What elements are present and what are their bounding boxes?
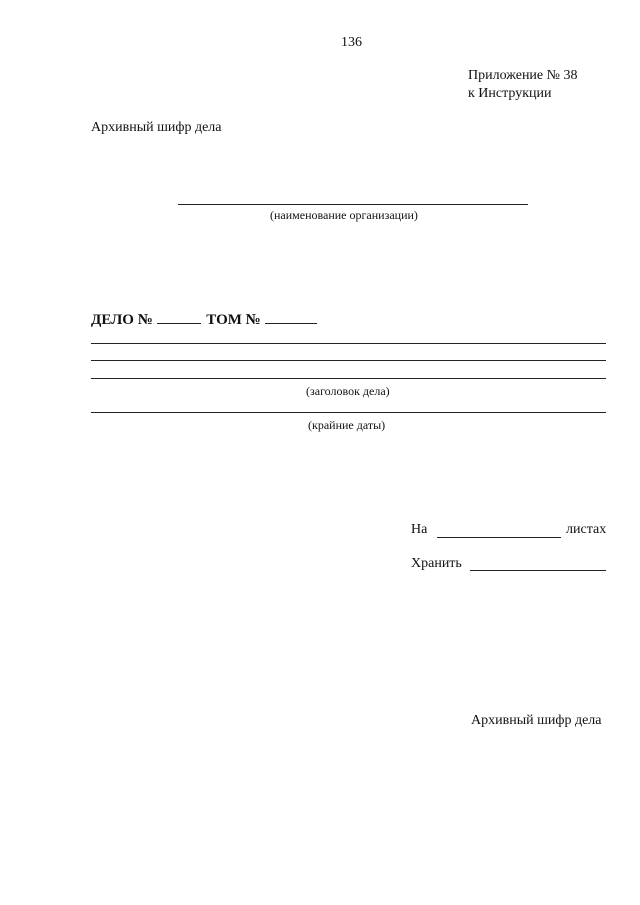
delo-number-blank [157,311,201,324]
organization-caption: (наименование организации) [270,208,418,222]
case-dates-line [91,412,606,413]
tom-number-blank [265,311,317,324]
archive-code-top: Архивный шифр дела [91,120,222,135]
sheets-count-line [437,537,561,538]
case-title-line-2 [91,360,606,361]
case-title-caption: (заголовок дела) [306,384,390,398]
sheets-listah-label: листах [566,522,607,537]
archive-code-bottom: Архивный шифр дела [471,713,602,728]
instruction-label: к Инструкции [468,86,552,101]
store-label: Хранить [411,556,462,571]
page-number: 136 [341,35,362,50]
delo-label: ДЕЛО № [91,312,153,328]
case-title-line-3 [91,378,606,379]
store-period-line [470,570,606,571]
appendix-label: Приложение № 38 [468,68,578,83]
case-dates-caption: (крайние даты) [308,418,386,432]
case-number-row [91,311,317,329]
sheets-na-label: На [411,522,428,537]
tom-label: ТОМ № [206,312,261,328]
case-title-line-1 [91,343,606,344]
organization-name-line [178,204,528,205]
